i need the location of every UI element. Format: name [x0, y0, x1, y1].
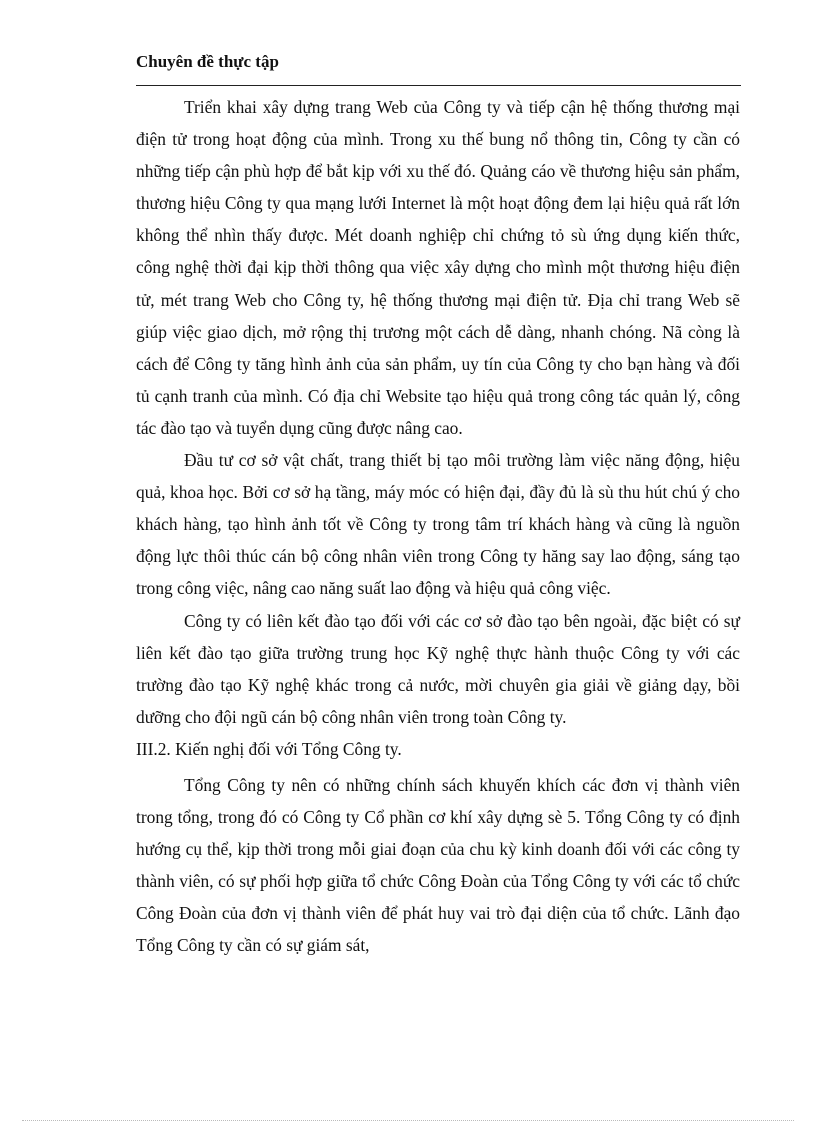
paragraph-web-commerce: Triển khai xây dựng trang Web của Công ty và tiếp cận hệ thống thương mại điện tử trong hoạt động của mình. Trong xu thế bung nổ thông tin, Công ty cần có những tiếp cận phù hợp để bắt kịp với xu thế đó. Quảng cáo về thương hiệu sản phẩm, thương hiệu Công ty qua mạng lưới Internet là một hoạt động đem lại hiệu quả rất lớn không thể nhìn thấy được. Mét doanh nghiệp chỉ chứng tỏ sù ứng dụng kiến thức, công nghệ thời đại kịp thời thông qua việc xây dựng cho mình một thương hiệu điện tử, mét trang Web cho Công ty, hệ thống thương mại điện tử. Địa chỉ trang Web sẽ giúp việc giao dịch, mở rộng thị trương một cách dễ dàng, nhanh chóng. Nã còng là cách để Công ty tăng hình ảnh của sản phẩm, uy tín của Công ty cho bạn hàng và đối tủ cạnh tranh của mình. Có địa chỉ Website tạo hiệu quả trong công tác quản lý, công tác đào tạo và tuyển dụng cũng được nâng cao. [136, 97, 740, 438]
header-divider [136, 85, 741, 86]
page-header-title: Chuyên đề thực tập [136, 52, 279, 71]
paragraph-training: Công ty có liên kết đào tạo đối với các cơ sở đào tạo bên ngoài, đặc biệt có sự liên kết đào tạo giữa trường trung học Kỹ nghệ thực hành thuộc Công ty với các trường đào tạo Kỹ nghệ khác trong cả nước, mời chuyên gia giải về giảng dạy, bồi dưỡng cho đội ngũ cán bộ công nhân viên trong toàn Công ty. [136, 610, 740, 727]
page-bottom-divider [22, 1120, 794, 1121]
paragraph-corporation: Tổng Công ty nên có những chính sách khuyến khích các đơn vị thành viên trong tổng, trong đó có Công ty Cổ phần cơ khí xây dựng sè 5. Tổng Công ty có định hướng cụ thể, kịp thời trong mỗi giai đoạn của chu kỳ kinh doanh đối với các công ty thành viên, có sự phối hợp giữa tổ chức Công Đoàn của Tổng Công ty với các tổ chức Công Đoàn của đơn vị thành viên để phát huy vai trò đại diện của tổ chức. Lãnh đạo Tổng Công ty cần có sự giám sát, [136, 774, 740, 956]
section-heading: III.2. Kiến nghị đối với Tổng Công ty. [136, 738, 402, 759]
paragraph-infrastructure: Đầu tư cơ sở vật chất, trang thiết bị tạo môi trường làm việc năng động, hiệu quả, khoa học. Bởi cơ sở hạ tầng, máy móc có hiện đại, đầy đủ là sù thu hút chú ý cho khách hàng, tạo hình ảnh tốt về Công ty trong tâm trí khách hàng và cũng là nguồn động lực thôi thúc cán bộ công nhân viên trong Công ty hăng say lao động, sáng tạo trong công việc, nâng cao năng suất lao động và hiệu quả công việc. [136, 450, 740, 599]
document-body [136, 91, 740, 962]
